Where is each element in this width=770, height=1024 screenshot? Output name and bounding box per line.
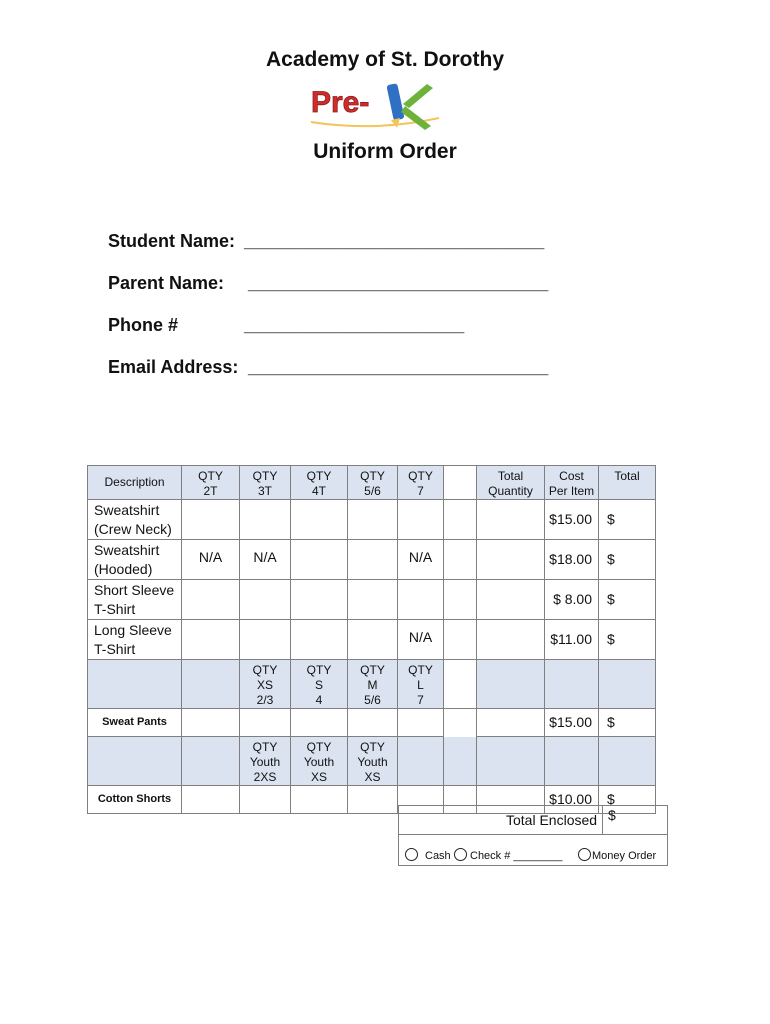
total-quantity-header <box>477 466 545 500</box>
size-label: 2/3 <box>256 693 274 707</box>
cost-cell: $18.00 <box>545 540 599 580</box>
band-cell <box>182 737 240 786</box>
qty-cell[interactable] <box>240 500 291 540</box>
size-header-youth-xs <box>291 737 348 786</box>
qty-cell[interactable] <box>291 709 348 737</box>
item-description: Sweat Pants <box>88 709 182 737</box>
pants-size-row <box>88 660 656 709</box>
spacer-cell <box>444 660 477 709</box>
size-label: 4T <box>311 484 326 498</box>
qty-header-4t <box>291 466 348 500</box>
qty-header-label: QTY <box>306 740 332 754</box>
total-cell[interactable]: $ <box>599 786 656 814</box>
desc-line: (Crew Neck) <box>94 521 172 537</box>
qty-cell[interactable] <box>348 580 398 620</box>
qty-header-5-6 <box>348 466 398 500</box>
parent-name-field[interactable]: ______________________________ <box>248 273 549 293</box>
qty-cell[interactable] <box>398 709 444 737</box>
header-line: Quantity <box>488 484 533 498</box>
total-cell[interactable]: $ <box>599 709 656 737</box>
qty-header-7 <box>398 466 444 500</box>
cost-cell: $15.00 <box>545 500 599 540</box>
cost-cell: $ 8.00 <box>545 580 599 620</box>
size-label: 4 <box>315 693 323 707</box>
qty-cell[interactable] <box>291 786 348 814</box>
qty-cell[interactable] <box>291 580 348 620</box>
cost-cell: $15.00 <box>545 709 599 737</box>
total-cell[interactable]: $ <box>599 580 656 620</box>
band-cell <box>545 737 599 786</box>
qty-cell: N/A <box>240 540 291 580</box>
table-row <box>88 709 656 737</box>
qty-cell: N/A <box>398 540 444 580</box>
total-quantity-cell[interactable] <box>477 620 545 660</box>
band-cell <box>88 737 182 786</box>
size-header-youth-xs-2 <box>348 737 398 786</box>
total-quantity-cell[interactable] <box>477 709 545 737</box>
qty-cell[interactable] <box>291 540 348 580</box>
total-enclosed-value[interactable]: $ <box>608 807 616 823</box>
header-line: Cost <box>559 469 584 483</box>
size-label: S <box>314 678 323 692</box>
svg-text:Pre-: Pre- <box>311 86 370 119</box>
band-cell <box>599 737 656 786</box>
total-quantity-cell[interactable] <box>477 500 545 540</box>
uniform-order-table <box>87 465 656 814</box>
qty-cell[interactable] <box>240 709 291 737</box>
spacer-cell <box>444 500 477 540</box>
size-label: 7 <box>417 693 424 707</box>
qty-cell[interactable] <box>182 786 240 814</box>
band-cell <box>477 660 545 709</box>
cost-cell: $11.00 <box>545 620 599 660</box>
shorts-size-row <box>88 737 656 786</box>
qty-cell[interactable] <box>348 620 398 660</box>
spacer-cell <box>444 620 477 660</box>
size-header-m <box>348 660 398 709</box>
desc-line: T-Shirt <box>94 641 136 657</box>
qty-header-3t <box>240 466 291 500</box>
qty-header-label: QTY <box>306 469 332 483</box>
qty-header-label: QTY <box>360 469 385 483</box>
qty-cell[interactable] <box>291 620 348 660</box>
qty-cell[interactable] <box>348 786 398 814</box>
qty-cell[interactable] <box>240 786 291 814</box>
item-description: Cotton Shorts <box>88 786 182 814</box>
check-label: Check # ________ <box>470 850 563 862</box>
spacer-cell <box>444 709 477 737</box>
qty-header-2t <box>182 466 240 500</box>
cash-radio[interactable] <box>405 848 418 861</box>
total-cell[interactable]: $ <box>599 540 656 580</box>
header-line: Per Item <box>548 484 595 498</box>
item-description <box>88 620 182 660</box>
qty-header-label: QTY <box>408 663 433 677</box>
desc-line: (Hooded) <box>94 561 153 577</box>
size-label: 7 <box>417 484 424 498</box>
qty-header-label: QTY <box>360 740 385 754</box>
qty-cell[interactable] <box>348 540 398 580</box>
total-quantity-cell[interactable] <box>477 540 545 580</box>
total-cell[interactable]: $ <box>599 620 656 660</box>
qty-cell: N/A <box>398 620 444 660</box>
spacer-cell <box>444 540 477 580</box>
qty-cell[interactable] <box>182 709 240 737</box>
money-order-label: Money Order <box>592 850 657 862</box>
size-label: 5/6 <box>364 484 381 498</box>
phone-label: Phone # <box>108 315 179 335</box>
desc-line: Sweatshirt <box>94 542 160 558</box>
size-label: Youth <box>249 755 281 769</box>
total-quantity-cell[interactable] <box>477 580 545 620</box>
band-cell <box>599 660 656 709</box>
description-header: Description <box>88 466 182 500</box>
size-header-s <box>291 660 348 709</box>
size-label: 3T <box>257 484 272 498</box>
band-cell <box>545 660 599 709</box>
divider <box>602 806 603 834</box>
qty-cell: N/A <box>182 540 240 580</box>
spacer-cell <box>444 580 477 620</box>
total-header: Total <box>599 466 656 500</box>
parent-name-label: Parent Name: <box>108 273 225 293</box>
table-row <box>88 500 656 540</box>
band-cell <box>88 660 182 709</box>
qty-cell[interactable] <box>182 620 240 660</box>
qty-header-label: QTY <box>252 663 278 677</box>
qty-cell[interactable] <box>398 500 444 540</box>
qty-header-label: QTY <box>408 469 433 483</box>
cost-per-item-header <box>545 466 599 500</box>
phone-field[interactable]: ______________________ <box>244 315 465 335</box>
desc-line: Short Sleeve <box>94 582 175 598</box>
desc-line: Long Sleeve <box>94 622 172 638</box>
size-label: M <box>367 678 378 692</box>
money-order-radio[interactable] <box>578 848 591 861</box>
qty-cell[interactable] <box>398 580 444 620</box>
size-label: XS <box>310 770 327 784</box>
item-description <box>88 540 182 580</box>
size-label: 2XS <box>253 770 277 784</box>
email-label: Email Address: <box>108 357 239 377</box>
desc-line: Sweatshirt <box>94 502 160 518</box>
check-radio[interactable] <box>454 848 467 861</box>
qty-cell[interactable] <box>291 500 348 540</box>
size-label: Youth <box>303 755 335 769</box>
qty-cell[interactable] <box>182 580 240 620</box>
qty-cell[interactable] <box>240 620 291 660</box>
size-label: XS <box>256 678 273 692</box>
qty-header-label: QTY <box>360 663 385 677</box>
table-row <box>88 580 656 620</box>
header-line: Total <box>497 469 524 483</box>
school-name: Academy of St. Dorothy <box>265 48 505 71</box>
size-label: L <box>417 678 424 692</box>
band-cell <box>398 737 444 786</box>
total-enclosed-box <box>398 805 668 835</box>
cost-cell: $10.00 <box>545 786 599 814</box>
qty-cell[interactable] <box>348 500 398 540</box>
payment-method-box <box>398 834 668 866</box>
size-label: 5/6 <box>364 693 381 707</box>
table-row <box>88 540 656 580</box>
qty-cell[interactable] <box>182 500 240 540</box>
total-cell[interactable]: $ <box>599 500 656 540</box>
size-header-l <box>398 660 444 709</box>
qty-cell[interactable] <box>348 709 398 737</box>
email-field[interactable]: ______________________________ <box>248 357 549 377</box>
qty-header-label: QTY <box>198 469 223 483</box>
student-name-field[interactable]: ______________________________ <box>244 231 545 251</box>
size-header-youth-2xs <box>240 737 291 786</box>
table-row <box>88 620 656 660</box>
size-label: XS <box>364 770 381 784</box>
desc-line: T-Shirt <box>94 601 136 617</box>
size-label: Youth <box>357 755 388 769</box>
size-label: 2T <box>203 484 218 498</box>
band-cell <box>182 660 240 709</box>
cash-label: Cash <box>425 850 451 862</box>
qty-header-label: QTY <box>252 740 278 754</box>
total-enclosed-label: Total Enclosed <box>506 812 598 828</box>
band-cell <box>477 737 545 786</box>
spacer-cell <box>444 466 477 500</box>
qty-cell[interactable] <box>240 580 291 620</box>
student-name-label: Student Name: <box>108 231 236 251</box>
form-title: Uniform Order <box>313 140 457 163</box>
item-description <box>88 500 182 540</box>
table-header-row <box>88 466 656 500</box>
qty-header-label: QTY <box>252 469 278 483</box>
spacer-cell <box>444 737 477 786</box>
item-description <box>88 580 182 620</box>
size-header-xs <box>240 660 291 709</box>
qty-header-label: QTY <box>306 663 332 677</box>
pre-k-logo <box>305 76 445 136</box>
